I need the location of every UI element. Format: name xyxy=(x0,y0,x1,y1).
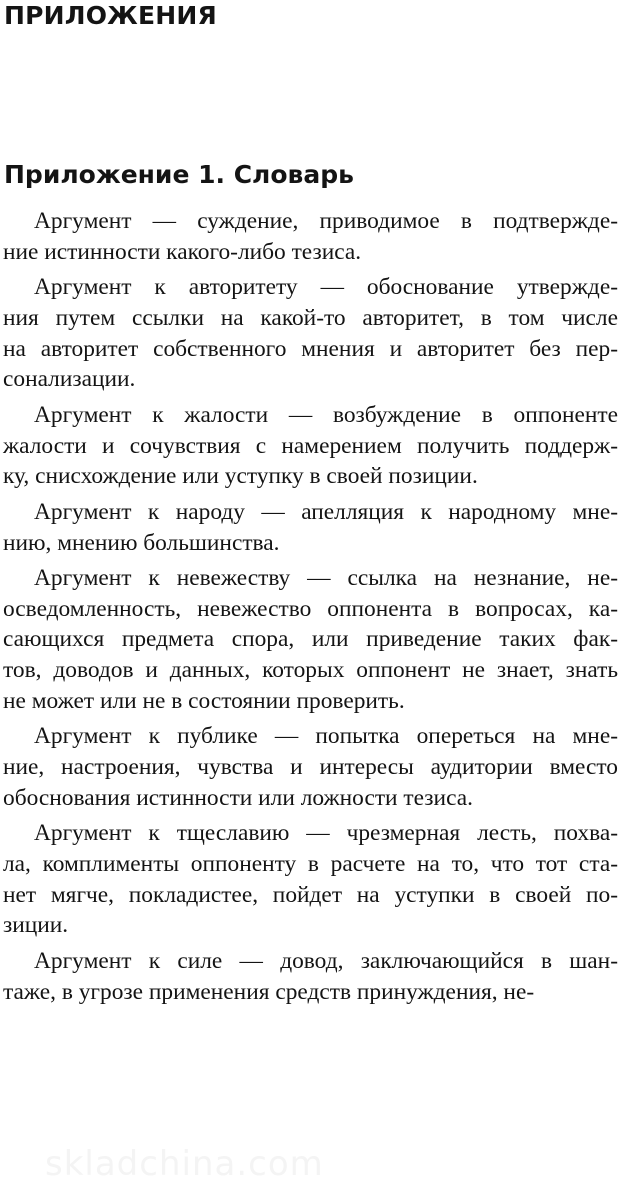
text-line: зиции. xyxy=(3,912,69,939)
text-line: таже, в угрозе применения средств принуждения, не- xyxy=(3,978,535,1005)
text-line: ния путем ссылки на какой-то авторитет, в том числе xyxy=(3,304,618,331)
dictionary-entry xyxy=(3,272,618,394)
text-line: Аргумент к силе — довод, заключающийся в шан- xyxy=(34,947,618,974)
dictionary-entry xyxy=(3,400,618,492)
text-line: Аргумент — суждение, приводимое в подтвержде- xyxy=(34,208,618,234)
text-line: сонализации. xyxy=(3,366,136,393)
text-line: обоснования истинности или ложности тезиса. xyxy=(3,784,473,811)
dictionary-entry xyxy=(3,497,618,558)
dictionary-entry xyxy=(3,818,618,940)
text-line: на авторитет собственного мнения и авторитет без пер- xyxy=(3,335,618,362)
text-line: Аргумент к невежеству — ссылка на незнание, не- xyxy=(34,565,618,592)
text-line: Аргумент к народу — апелляция к народному мне- xyxy=(34,498,618,525)
text-line: нию, мнению большинства. xyxy=(3,529,280,556)
text-line: Аргумент к авторитету — обоснование утвержде- xyxy=(34,274,618,301)
text-line: жалости и сочувствия с намерением получить поддерж- xyxy=(3,432,618,459)
text-line: ла, комплименты оппоненту в расчете на то, что тот ста- xyxy=(3,851,618,877)
text-line: Аргумент к жалости — возбуждение в оппоненте xyxy=(34,401,618,428)
text-line: ние, настроения, чувства и интересы аудитории вместо xyxy=(3,754,618,781)
appendix-heading: Приложение 1. Словарь xyxy=(4,160,354,189)
text-line: не может или не в состоянии проверить. xyxy=(3,687,405,714)
dictionary-entry xyxy=(3,721,618,813)
text-line: Аргумент к публике — попытка опереться на мне- xyxy=(34,723,618,750)
dictionary-entry xyxy=(3,206,618,267)
text-line: осведомленность, невежество оппонента в вопросах, ка- xyxy=(3,595,618,622)
text-line: нет мягче, покладистее, пойдет на уступки в своей по- xyxy=(3,881,618,908)
text-line: сающихся предмета спора, или приведение таких фак- xyxy=(3,626,618,653)
dictionary-entry xyxy=(3,946,618,1007)
dictionary-body xyxy=(3,206,618,1012)
text-line: ку, снисхождение или уступку в своей позиции. xyxy=(3,463,478,490)
watermark: skladchina.com xyxy=(45,1144,324,1184)
text-line: ние истинности какого-либо тезиса. xyxy=(3,238,362,265)
text-line: Аргумент к тщеславию — чрезмерная лесть, похва- xyxy=(34,820,618,847)
section-heading: ПРИЛОЖЕНИЯ xyxy=(4,1,217,30)
dictionary-entry xyxy=(3,563,618,716)
text-line: тов, доводов и данных, которых оппонент не знает, знать xyxy=(3,657,618,684)
